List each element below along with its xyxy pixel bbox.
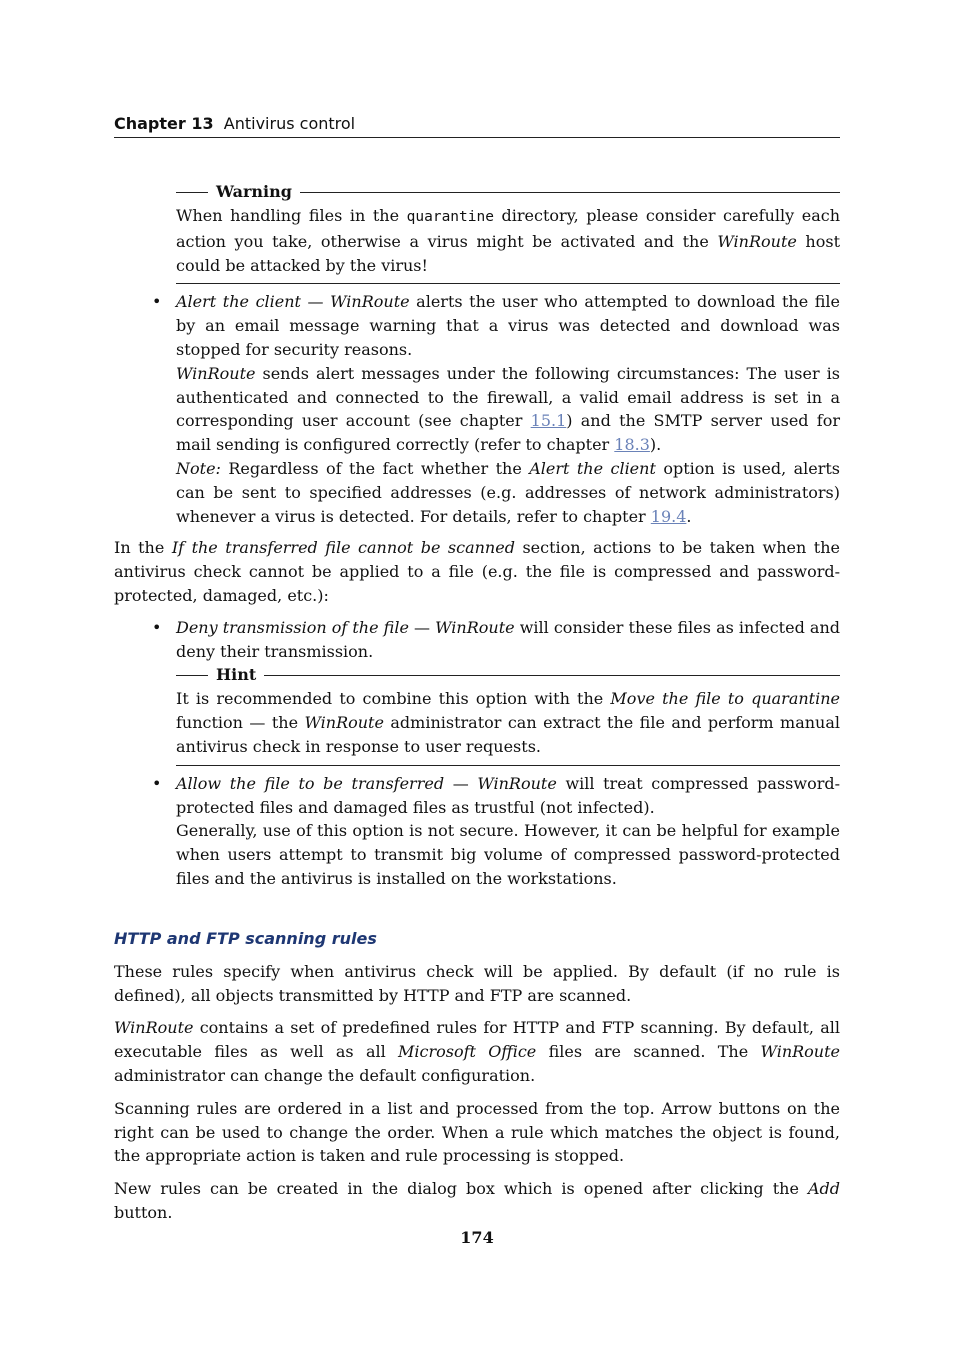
section-paragraph-3: Scanning rules are ordered in a list and processed from the top. Arrow buttons on the right can be used to change the order. When a rule which matches the object is found, the appropriate action is taken and rule processing is stopped. [114, 1098, 840, 1166]
hint-label: Hint [216, 665, 257, 685]
chapter-title: Antivirus control [223, 114, 356, 133]
term-alert-client: Alert the client [176, 292, 301, 312]
link-chapter-15-1[interactable]: 15.1 [530, 411, 567, 431]
warning-text: When handling files in the quarantine directory, please consider carefully each action you take, otherwise a virus might be activated and the WinRoute host could be attacked by the virus! [176, 206, 841, 275]
hint-rule-left [176, 675, 208, 676]
page-number: 174 [460, 1228, 494, 1247]
section-title: HTTP and FTP scanning rules [114, 928, 377, 948]
add-button-term: Add [807, 1179, 840, 1199]
term-deny-transmission: Deny transmission of the file [176, 617, 409, 637]
link-chapter-19-4[interactable]: 19.4 [650, 506, 687, 526]
list-item-alert-client: • Alert the client — WinRoute alerts the user who attempted to download the file by an email message warning that a virus was detected and download was stopped for security reasons. WinRoute sends alert messages under the following circumstances: The user is authenticated and connected to the firewall, a valid email address is set in a corresponding user account (see chapter 15.1) and the SMTP server used for mail sending is configured correctly (refer to chapter 18.3). Note: Regardless of the fact whether the Alert the client option is used, alerts can be sent to specified addresses (e.g. addresses of network administrators) whenever a virus is detected. For details, refer to chapter 19.4. [114, 290, 840, 528]
list-item-allow-transfer: • Allow the file to be transferred — WinRoute will treat compressed password-protected files and damaged files as trustful (not infected). Generally, use of this option is not secure. However, it can be helpful for example when users attempt to transmit big volume of compressed password-protected files and the antivirus is installed on the workstations. [114, 772, 840, 891]
main-content [114, 180, 840, 1225]
hint-rule-bottom [176, 765, 840, 766]
warning-label: Warning [216, 182, 292, 202]
section-paragraph-1: These rules specify when antivirus check will be applied. By default (if no rule is defined), all objects transmitted by HTTP and FTP are scanned. [114, 961, 840, 1005]
chapter-number: Chapter 13 [114, 114, 214, 133]
note-label: Note: [176, 458, 221, 478]
warning-rule-left [176, 192, 208, 193]
list-item-deny-transmission: • Deny transmission of the file — WinRoute will consider these files as infected and deny their transmission. Hint It is recommended to combine this option with the Move the file to quarantine function — the WinRoute administrator can extract the file and perform manual antivirus check in response to user requests. [114, 616, 840, 766]
link-chapter-18-3[interactable]: 18.3 [614, 435, 650, 455]
scan-failure-list [114, 616, 840, 891]
warning-rule-bottom [176, 283, 840, 284]
running-header [114, 113, 840, 138]
allow-note: Generally, use of this option is not secure. However, it can be helpful for example when users attempt to transmit big volume of compressed password-protected files and the antivirus is installed on the workstations. [176, 821, 840, 888]
warning-rule-right [300, 192, 840, 193]
warning-header [176, 180, 840, 204]
hint-rule-right [264, 675, 840, 676]
section-paragraph-4: New rules can be created in the dialog box which is opened after clicking the Add button. [114, 1179, 840, 1222]
action-list [114, 290, 840, 528]
term-allow-transfer: Allow the file to be transferred [176, 773, 445, 793]
hint-box [176, 663, 840, 765]
hint-header [176, 663, 840, 687]
paragraph-cannot-scan: In the If the transferred file cannot be scanned section, actions to be taken when the antivirus check cannot be applied to a file (e.g. the file is compressed and password-protected, damaged, etc.): [114, 538, 841, 605]
section-paragraph-2: WinRoute contains a set of predefined rules for HTTP and FTP scanning. By default, all executable files as well as all Microsoft Office files are scanned. The WinRoute administrator can change the default configuration. [114, 1018, 840, 1085]
warning-box [176, 180, 840, 284]
hint-text: It is recommended to combine this option with the Move the file to quarantine function — the WinRoute administrator can extract the file and perform manual antivirus check in response to user requests. [176, 689, 841, 756]
quarantine-code: quarantine [406, 209, 494, 225]
